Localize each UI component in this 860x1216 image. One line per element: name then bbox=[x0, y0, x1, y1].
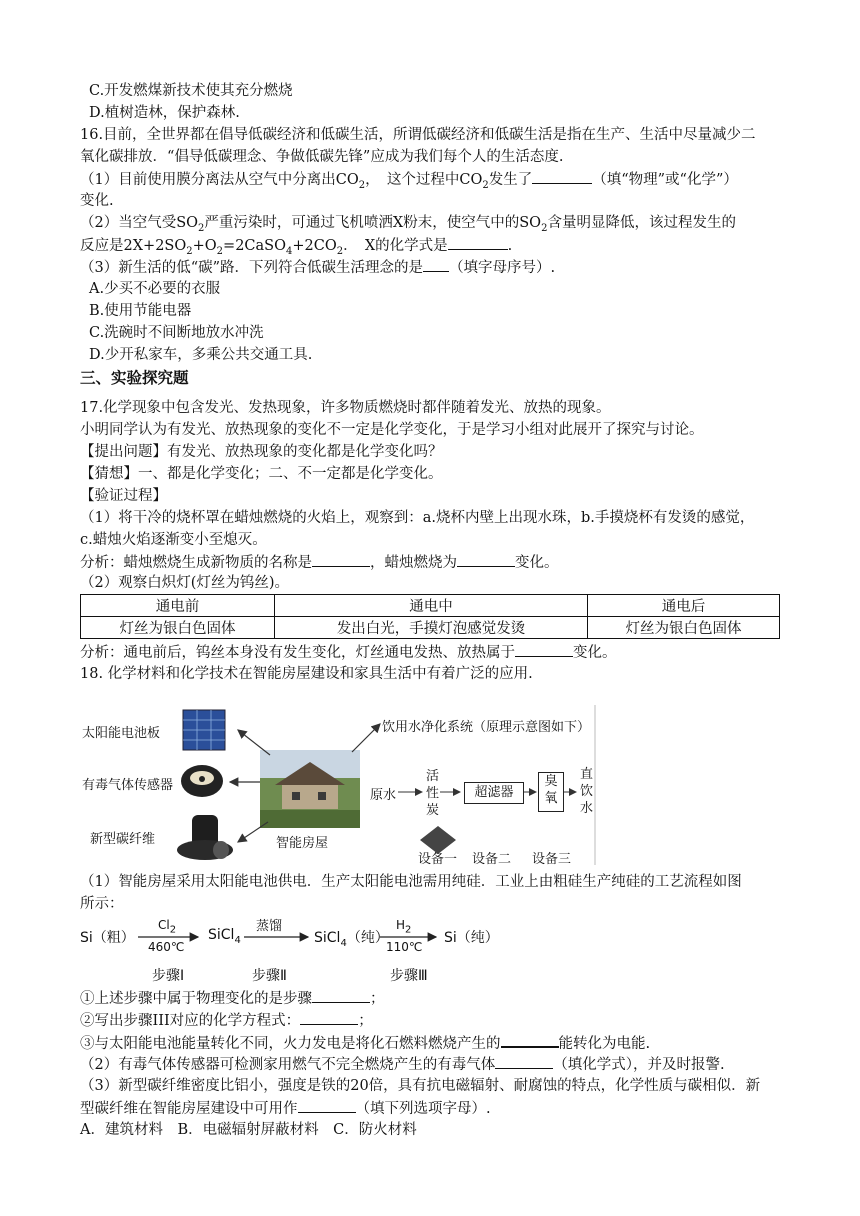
crude-si: Si（粗） bbox=[80, 930, 135, 946]
gas-sensor-icon bbox=[181, 765, 223, 797]
answer-blank[interactable] bbox=[448, 235, 508, 250]
silicon-process-flow bbox=[80, 915, 510, 985]
distill-label: 蒸馏 bbox=[256, 919, 283, 934]
q17-step1-end: c.蜡烛火焰逐渐变小至熄灭。 bbox=[80, 532, 267, 548]
temp-460: 460℃ bbox=[148, 940, 185, 954]
q18-part3-b: 型碳纤维在智能房屋建设中可用作 （填下列选项字母）. bbox=[80, 1098, 491, 1119]
table-cell: 灯丝为银白色固体 bbox=[81, 617, 275, 639]
sicl4: SiCl$_4$ bbox=[208, 927, 241, 946]
sicl4-pure: SiCl$_4$（纯） bbox=[314, 930, 389, 949]
table-header: 通电前 bbox=[81, 595, 275, 617]
solar-label: 太阳能电池板 bbox=[82, 726, 161, 741]
q16-option-c: C.洗碗时不间断地放水冲洗 bbox=[89, 325, 264, 341]
answer-blank[interactable] bbox=[300, 1010, 358, 1025]
direct-water-label: 直 饮 水 bbox=[580, 767, 594, 816]
q17-step1: （1）将干冷的烧杯罩在蜡烛燃烧的火焰上，观察到：a.烧杯内壁上出现水珠，b.手摸烧杯有发烫的感觉， bbox=[80, 510, 755, 526]
answer-blank[interactable] bbox=[515, 642, 573, 657]
q17-verify: 【验证过程】 bbox=[80, 488, 167, 504]
table-header-row bbox=[81, 595, 780, 617]
table-header: 通电后 bbox=[588, 595, 780, 617]
q16-option-b: B.使用节能电器 bbox=[89, 303, 192, 319]
step-2-label: 步骤Ⅱ bbox=[252, 968, 287, 984]
q16-stem-1: 16.目前，全世界都在倡导低碳经济和低碳生活，所谓低碳经济和低碳生活是指在生产、生活中尽量减少二 bbox=[80, 127, 756, 143]
answer-blank[interactable] bbox=[495, 1054, 553, 1069]
smart-house-figure bbox=[80, 700, 600, 870]
sensor-label: 有毒气体传感器 bbox=[82, 778, 174, 793]
table-cell: 灯丝为银白色固体 bbox=[588, 617, 780, 639]
q18-part1-b: 所示： bbox=[80, 896, 124, 912]
q16-part1-end: 变化. bbox=[80, 193, 114, 209]
device-two-label: 设备二 bbox=[472, 852, 512, 867]
q17-analysis-1: 分析：蜡烛燃烧生成新物质的名称是 ，蜡烛燃烧为 变化。 bbox=[80, 552, 559, 573]
solar-panel-icon bbox=[183, 710, 225, 750]
q18-item2: ②写出步骤III对应的化学方程式： ； bbox=[80, 1010, 373, 1031]
pure-si: Si（纯） bbox=[444, 930, 499, 946]
ozone-box: 臭 氧 bbox=[538, 772, 564, 812]
house-photo-icon bbox=[260, 750, 360, 828]
step-1-label: 步骤Ⅰ bbox=[152, 968, 185, 984]
answer-blank[interactable] bbox=[423, 257, 449, 272]
answer-blank[interactable] bbox=[457, 552, 515, 567]
water-system-label: 饮用水净化系统（原理示意图如下） bbox=[382, 720, 591, 735]
step-3-label: 步骤Ⅲ bbox=[390, 968, 428, 984]
q17-step2: （2）观察白炽灯(灯丝为钨丝)。 bbox=[80, 575, 290, 591]
house-label: 智能房屋 bbox=[276, 836, 329, 851]
q17-question: 【提出问题】有发光、放热现象的变化都是化学变化吗？ bbox=[80, 444, 443, 460]
q16-part3: （3）新生活的低“碳”路．下列符合低碳生活理念的是 （填字母序号）. bbox=[80, 257, 555, 278]
answer-blank[interactable] bbox=[501, 1032, 559, 1048]
q18-part1-a: （1）智能房屋采用太阳能电池供电．生产太阳能电池需用纯硅．工业上由粗硅生产纯硅的工艺流程如图 bbox=[80, 874, 742, 890]
experiment-table bbox=[80, 594, 780, 639]
q16-option-a: A.少买不必要的衣服 bbox=[89, 281, 221, 297]
q17-hypothesis: 【猜想】一、都是化学变化；二、不一定都是化学变化。 bbox=[80, 466, 443, 482]
q18-options: A．建筑材料 B．电磁辐射屏蔽材料 C．防火材料 bbox=[80, 1122, 417, 1138]
flow-arrows bbox=[80, 915, 510, 985]
q17-stem-1: 17.化学现象中包含发光、发热现象，许多物质燃烧时都伴随着发光、放热的现象。 bbox=[80, 400, 611, 416]
q16-part2: （2）当空气受$SO_2$严重污染时，可通过飞机喷洒X粉末，使空气中的$SO_2$含量明显降低，该过程发生的 bbox=[80, 215, 736, 234]
q16-part1: （1）目前使用膜分离法从空气中分离出$CO_2$， 这个过程中$CO_2$发生了 （填“物理”或“化学”） bbox=[80, 169, 738, 196]
device-three-label: 设备三 bbox=[532, 852, 572, 867]
q16-option-d: D.少开私家车，多乘公共交通工具. bbox=[89, 347, 313, 363]
answer-blank[interactable] bbox=[312, 988, 370, 1003]
table-cell: 发出白光，手摸灯泡感觉发烫 bbox=[275, 617, 588, 639]
answer-blank[interactable] bbox=[532, 169, 592, 184]
q16-stem-2: 氧化碳排放．“倡导低碳理念、争做低碳先锋”应成为我们每个人的生活态度. bbox=[80, 149, 564, 165]
carbon-label: 活 性 炭 bbox=[426, 769, 440, 818]
q18-part2: （2）有毒气体传感器可检测家用燃气不完全燃烧产生的有毒气体 （填化学式），并及时报警. bbox=[80, 1054, 725, 1075]
h2-label: $H_2$ bbox=[396, 918, 412, 936]
raw-water-label: 原水 bbox=[370, 788, 397, 803]
ultrafilter-box: 超滤器 bbox=[464, 782, 524, 804]
q18-item1: ①上述步骤中属于物理变化的是步骤 ； bbox=[80, 988, 385, 1009]
q17-analysis-2: 分析：通电前后，钨丝本身没有发生变化，灯丝通电发热、放热属于 变化。 bbox=[80, 642, 617, 663]
q18-item3: ③与太阳能电池能量转化不同，火力发电是将化石燃料燃烧产生的 能转化为电能. bbox=[80, 1032, 650, 1054]
fiber-label: 新型碳纤维 bbox=[90, 832, 156, 847]
option-d: D.植树造林，保护森林. bbox=[89, 105, 240, 121]
q18-stem: 18. 化学材料和化学技术在智能房屋建设和家具生活中有着广泛的应用. bbox=[80, 666, 533, 682]
q16-part2-equation: 反应是$2X+2SO_2+O_2=2CaSO_4+2CO_2$． X的化学式是 . bbox=[80, 235, 512, 262]
cl2-label: $Cl_2$ bbox=[158, 918, 177, 936]
device-one-label: 设备一 bbox=[418, 852, 458, 867]
answer-blank[interactable] bbox=[312, 552, 370, 567]
carbon-fiber-icon bbox=[177, 815, 233, 860]
option-c: C.开发燃煤新技术使其充分燃烧 bbox=[89, 83, 293, 99]
table-header: 通电中 bbox=[275, 595, 588, 617]
q18-part3-a: （3）新型碳纤维密度比铝小，强度是铁的20倍，具有抗电磁辐射、耐腐蚀的特点，化学性质与碳相似．新 bbox=[80, 1078, 761, 1094]
answer-blank[interactable] bbox=[298, 1098, 356, 1113]
q17-stem-2: 小明同学认为有发光、放热现象的变化不一定是化学变化，于是学习小组对此展开了探究与讨论。 bbox=[80, 422, 704, 438]
table-row bbox=[81, 617, 780, 639]
section-heading: 三、实验探究题 bbox=[80, 369, 189, 387]
temp-110: 110℃ bbox=[386, 940, 423, 954]
